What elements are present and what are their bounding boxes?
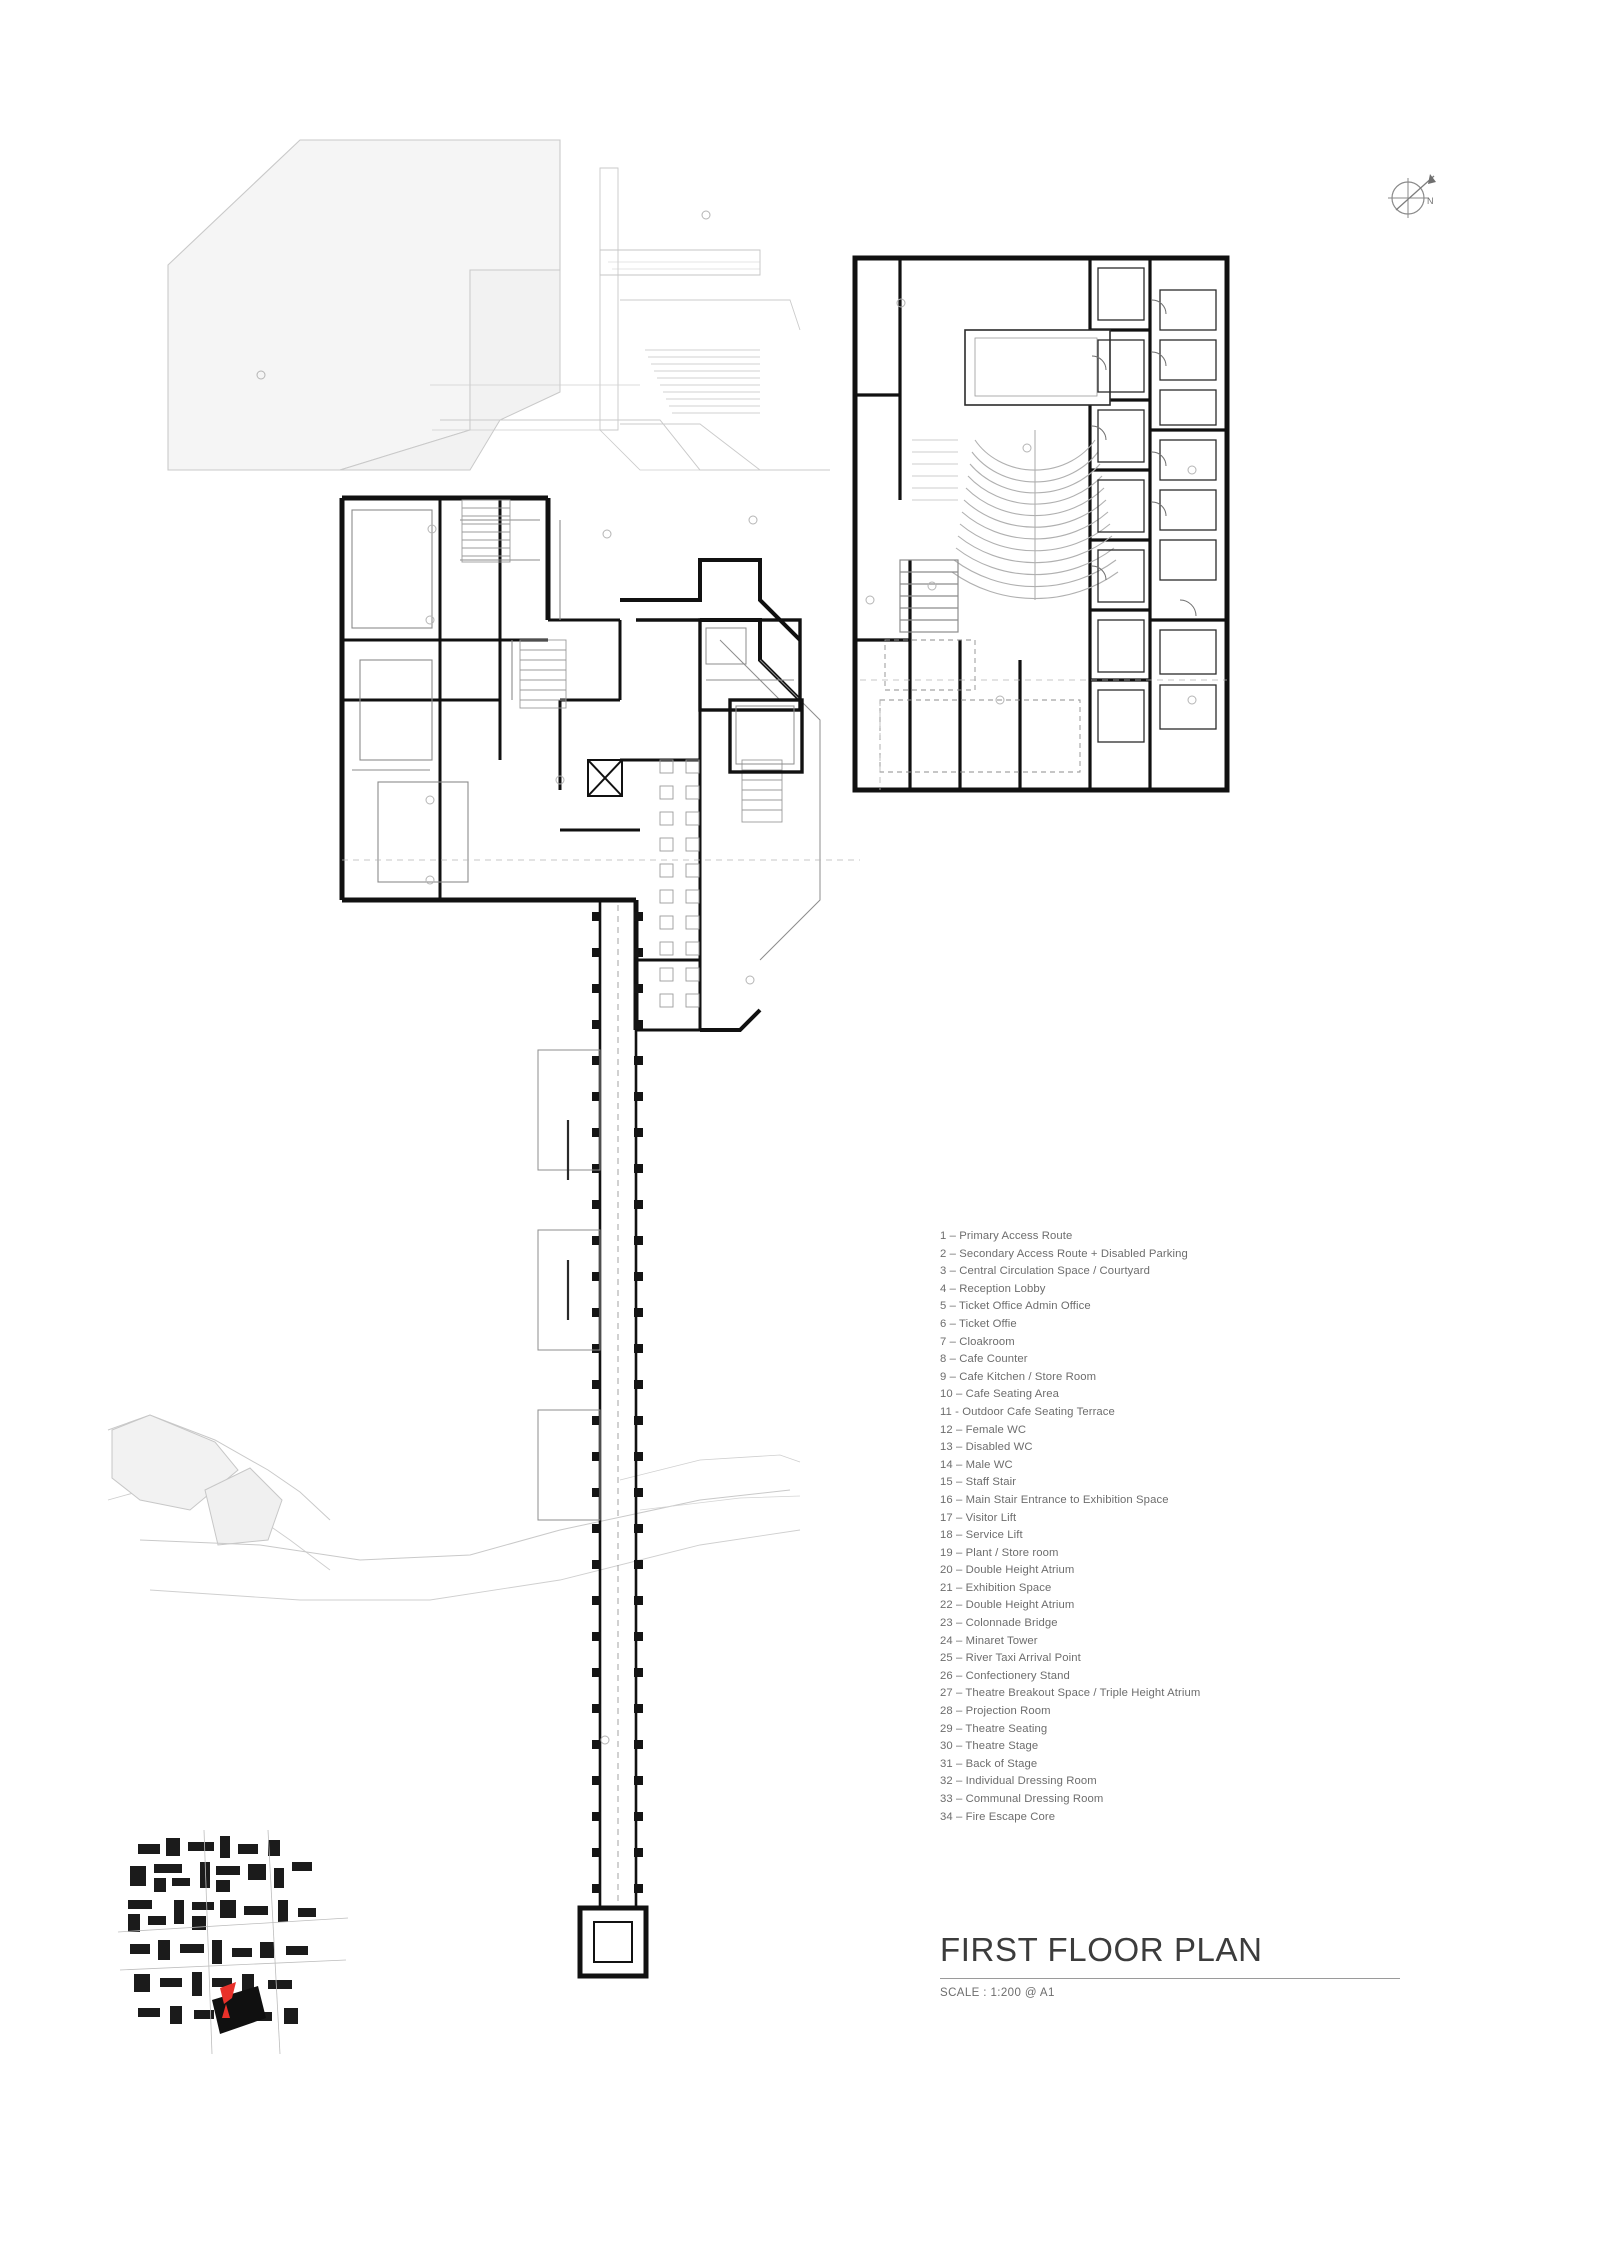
legend-item: 23 – Colonnade Bridge <box>940 1617 1058 1630</box>
north-letter: N <box>1427 196 1434 206</box>
legend-item: 9 – Cafe Kitchen / Store Room <box>940 1370 1097 1383</box>
legend-item: 8 – Cafe Counter <box>940 1353 1028 1366</box>
legend-item: 28 – Projection Room <box>940 1705 1051 1718</box>
location-key-map <box>108 1822 356 2062</box>
legend-item: 19 – Plant / Store room <box>940 1546 1059 1559</box>
legend-item: 22 – Double Height Atrium <box>940 1599 1075 1612</box>
legend-item: 24 – Minaret Tower <box>940 1634 1038 1647</box>
legend-item: 1 – Primary Access Route <box>940 1230 1073 1242</box>
site-context <box>108 80 908 2070</box>
legend-list <box>940 1228 1280 1826</box>
legend-item: 33 – Communal Dressing Room <box>940 1793 1104 1805</box>
legend-item: 13 – Disabled WC <box>940 1441 1033 1454</box>
legend-item: 27 – Theatre Breakout Space / Triple Height Atrium <box>940 1687 1201 1700</box>
legend-item: 26 – Confectionery Stand <box>940 1669 1070 1682</box>
legend-item: 25 – River Taxi Arrival Point <box>940 1652 1081 1665</box>
legend-item: 11 - Outdoor Cafe Seating Terrace <box>940 1405 1115 1418</box>
key-map-svg <box>108 1822 356 2062</box>
legend-item: 32 – Individual Dressing Room <box>940 1775 1097 1788</box>
legend-item: 31 – Back of Stage <box>940 1757 1038 1770</box>
legend-item: 3 – Central Circulation Space / Courtyard <box>940 1265 1151 1278</box>
legend-item: 30 – Theatre Stage <box>940 1740 1039 1753</box>
legend-item: 7 – Cloakroom <box>940 1335 1015 1348</box>
north-arrow <box>1380 170 1450 240</box>
legend-item: 6 – Ticket Offie <box>940 1317 1017 1330</box>
legend-item: 17 – Visitor Lift <box>940 1511 1017 1524</box>
title-block <box>940 1930 1400 1999</box>
legend-item: 5 – Ticket Office Admin Office <box>940 1300 1091 1313</box>
legend-item: 16 – Main Stair Entrance to Exhibition Space <box>940 1493 1169 1506</box>
legend-item: 29 – Theatre Seating <box>940 1722 1048 1735</box>
legend-item: 2 – Secondary Access Route + Disabled Parking <box>940 1247 1188 1260</box>
legend-item: 14 – Male WC <box>940 1458 1013 1471</box>
legend-item: 10 – Cafe Seating Area <box>940 1388 1060 1401</box>
legend-item: 12 – Female WC <box>940 1423 1027 1436</box>
scale-note: SCALE : 1:200 @ A1 <box>940 1987 1055 1999</box>
title-divider <box>940 1978 1400 1979</box>
legend-item: 34 – Fire Escape Core <box>940 1810 1056 1823</box>
legend-item: 4 – Reception Lobby <box>940 1282 1046 1295</box>
legend-item: 21 – Exhibition Space <box>940 1581 1052 1594</box>
legend-item: 20 – Double Height Atrium <box>940 1564 1075 1577</box>
page-title: FIRST FLOOR PLAN <box>940 1931 1263 1968</box>
legend-item: 15 – Staff Stair <box>940 1476 1017 1489</box>
theatre-block <box>855 258 1227 790</box>
legend-item: 18 – Service Lift <box>940 1529 1023 1542</box>
